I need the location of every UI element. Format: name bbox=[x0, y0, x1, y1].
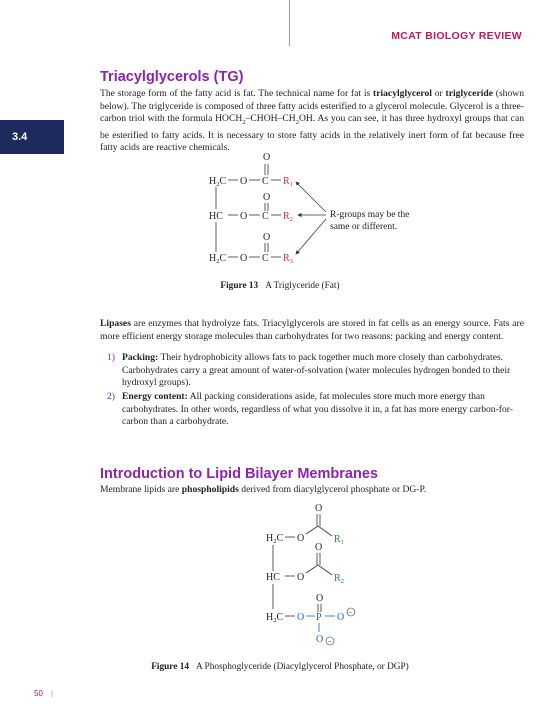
r-group: $R_3$ bbox=[283, 253, 293, 265]
carbonyl-oxygen: O bbox=[315, 503, 323, 514]
h2c-label: $H_2C$ bbox=[209, 253, 227, 265]
list-item: 2) Energy content: All packing considerations aside, fat molecules store much more energy than carbohydrates. In other words, regardless of what you dissolve it in, a fat has more energy carbon-for-carbon than a carbohydrate. bbox=[107, 390, 513, 428]
paragraph-intro: The storage form of the fatty acid is fat. The technical name for fat is triacylglycerol or triglyceride (shown below). The triglyceride is composed of three fatty acids esterified to a glycerol molecule. Glycerol is a three-carbon triol with the formula $HOCH_2-CHOH-CH_2OH$. As you can see, it has three hydroxyl groups that can be esterified to fatty acids. It is necessary to store fatty acids in the relatively inert form of fat because free fatty acids are reactive chemicals. bbox=[100, 88, 524, 154]
carbonyl-oxygen: O bbox=[263, 192, 271, 203]
h2c-label: $H_2C$ bbox=[266, 612, 284, 624]
ester-oxygen: O bbox=[240, 253, 248, 264]
phosphate-oxygen: O bbox=[316, 593, 324, 604]
h2c-label: $H_2C$ bbox=[266, 533, 284, 545]
figure-14-caption: Figure 14 A Phosphoglyceride (Diacylglycerol Phosphate, or DGP) bbox=[151, 662, 409, 672]
carbonyl-oxygen: O bbox=[263, 152, 271, 163]
hc-label: HC bbox=[266, 572, 280, 583]
r-group-note: R-groups may be the bbox=[330, 210, 410, 220]
paragraph-lipases: Lipases are enzymes that hydrolyze fats. Triacylglycerols are stored in fat cells as an energy source. Fats are more efficient energy storage molecules than carbohydrates for two reasons: packing and energy content. bbox=[100, 318, 524, 342]
ester-oxygen: O bbox=[297, 533, 305, 544]
carbonyl-oxygen: O bbox=[263, 232, 271, 243]
section-tab: 3.4 bbox=[0, 120, 64, 154]
r-group-note: same or different. bbox=[330, 222, 398, 232]
carbonyl-carbon: C bbox=[262, 176, 269, 187]
list-item: 1) Packing: Their hydrophobicity allows fats to pack together much more closely than carbohydrates. Carbohydrates carry a great amount of water-of-solvation (water molecules hydrogen bonded to their hydroxyl groups). bbox=[107, 352, 511, 389]
negative-charge-icon: − bbox=[327, 637, 332, 646]
ester-oxygen: O bbox=[240, 211, 248, 222]
carbonyl-carbon: C bbox=[262, 253, 269, 264]
running-header: MCAT BIOLOGY REVIEW bbox=[391, 30, 522, 42]
carbonyl-carbon: C bbox=[262, 211, 269, 222]
hc-label: HC bbox=[209, 211, 223, 222]
phosphate-oxygen: O bbox=[337, 612, 345, 623]
r-group: $R_1$ bbox=[283, 176, 293, 188]
ester-oxygen: O bbox=[240, 176, 248, 187]
paragraph-phospholipids: Membrane lipids are phospholipids derived from diacylglycerol phosphate or DG-P. bbox=[100, 484, 427, 495]
section-heading: Introduction to Lipid Bilayer Membranes bbox=[100, 466, 378, 482]
page-number: 50 | bbox=[34, 689, 53, 698]
carbonyl-oxygen: O bbox=[315, 542, 323, 553]
section-heading: Triacylglycerols (TG) bbox=[100, 69, 244, 85]
phosphate-oxygen: O bbox=[316, 634, 324, 645]
r-group: $R_2$ bbox=[283, 211, 293, 223]
figure-13-caption: Figure 13 A Triglyceride (Fat) bbox=[220, 281, 340, 291]
r1-group: $R_1$ bbox=[334, 534, 344, 546]
h2c-label: $H_2C$ bbox=[209, 176, 227, 188]
phosphate-oxygen: O bbox=[297, 612, 305, 623]
negative-charge-icon: − bbox=[348, 608, 353, 617]
r2-group: $R_2$ bbox=[334, 573, 344, 585]
phosphorus: P bbox=[316, 612, 322, 623]
ester-oxygen: O bbox=[297, 572, 305, 583]
